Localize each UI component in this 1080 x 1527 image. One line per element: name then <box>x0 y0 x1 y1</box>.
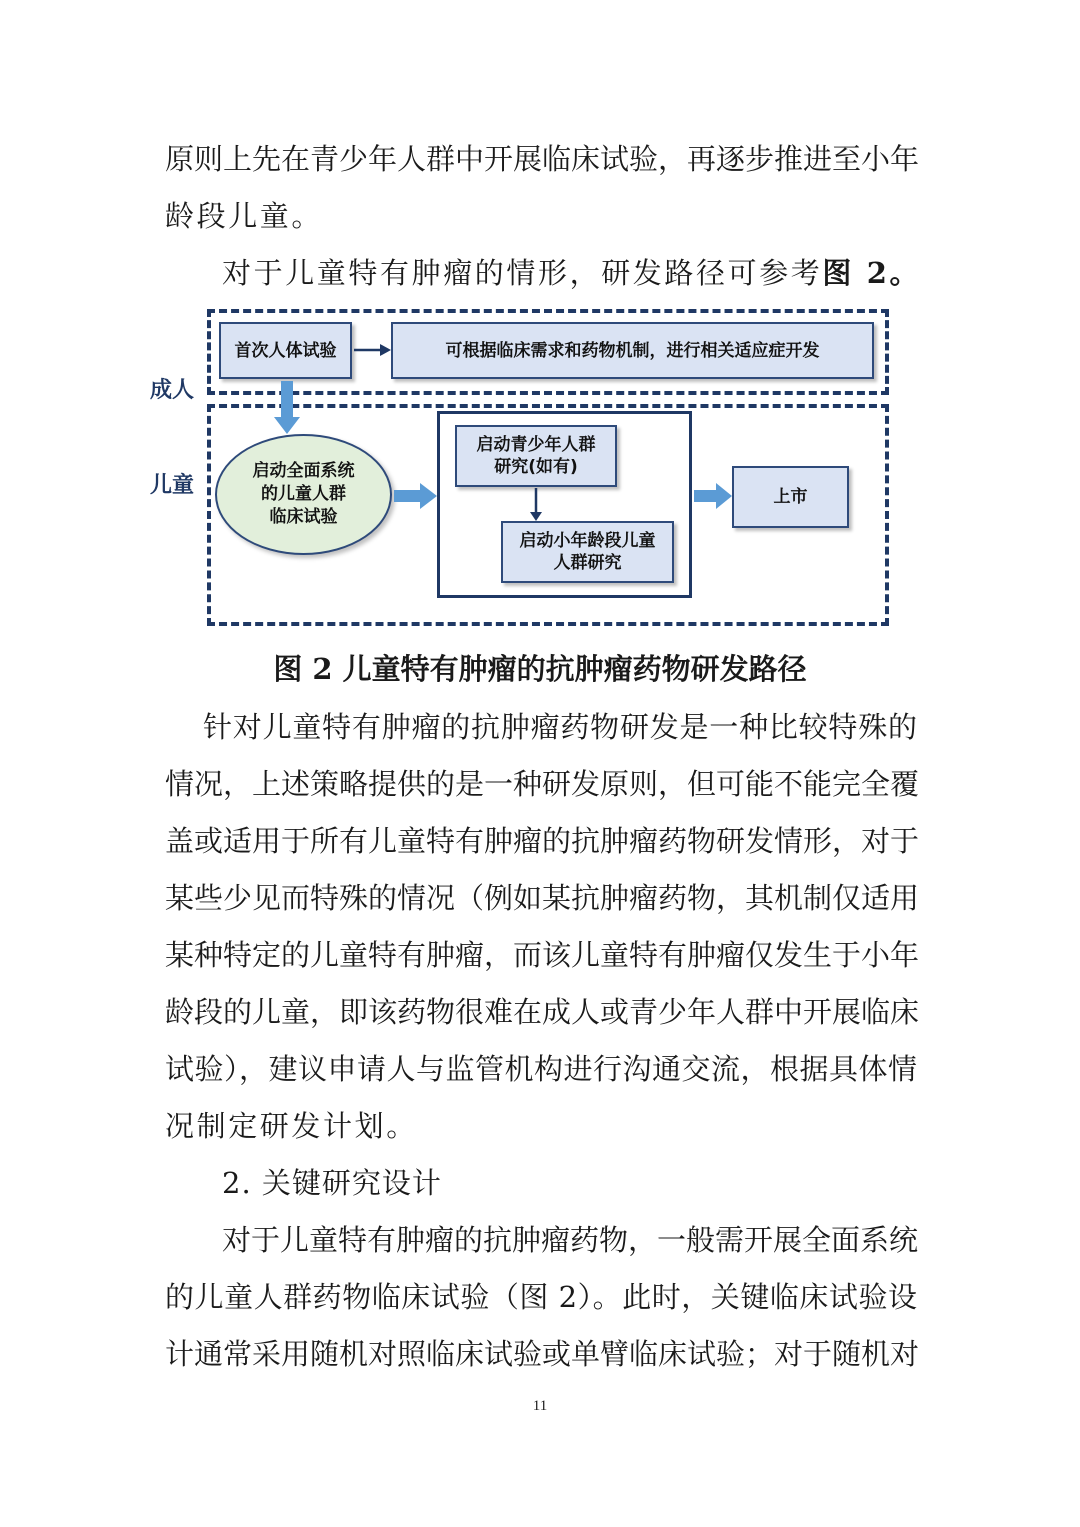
body-line-10: 况制定研发计划。 <box>165 1109 418 1143</box>
young-line-2: 人群研究 <box>553 553 622 573</box>
body-line-1: 原则上先在青少年人群中开展临床试验，再逐步推进至小年 <box>165 142 920 176</box>
ellipse-line-1: 启动全面系统 <box>252 461 355 481</box>
body-line-3: 针对儿童特有肿瘤的抗肿瘤药物研发是一种比较特殊的 <box>203 710 917 744</box>
section-heading: 2. 关键研究设计 <box>222 1166 442 1200</box>
body-line-2: 龄段儿童。 <box>165 199 324 233</box>
body-line-7: 某种特定的儿童特有肿瘤，而该儿童特有肿瘤仅发生于小年 <box>165 938 920 972</box>
young-line-1: 启动小年龄段儿童 <box>519 531 656 551</box>
adolescent-line-2: 研究(如有) <box>494 457 578 477</box>
body-line-4: 情况，上述策略提供的是一种研发原则，但可能不能完全覆 <box>165 767 920 801</box>
body-line-12: 的儿童人群药物临床试验（图 2）。此时，关键临床试验设 <box>165 1280 917 1314</box>
child-label: 儿童 <box>150 473 195 498</box>
body-line-9: 试验），建议申请人与监管机构进行沟通交流，根据具体情 <box>165 1052 917 1086</box>
market-box: 上市 <box>732 466 849 528</box>
diagram-arrows <box>0 0 1080 700</box>
adolescent-line-1: 启动青少年人群 <box>476 435 596 455</box>
arrow-down-icon <box>530 488 542 521</box>
body-line-8: 龄段的儿童，即该药物很难在成人或青少年人群中开展临床 <box>165 995 920 1029</box>
page-number: 11 <box>532 1398 548 1414</box>
arrow-down-icon <box>274 381 300 434</box>
ellipse-line-3: 临床试验 <box>269 507 338 527</box>
ellipse-line-2: 的儿童人群 <box>261 484 346 504</box>
intro-text: 对于儿童特有肿瘤的情形，研发路径可参考 <box>222 256 823 290</box>
figure-reference: 图 2。 <box>822 256 922 290</box>
body-line-11: 对于儿童特有肿瘤的抗肿瘤药物，一般需开展全面系统 <box>222 1223 919 1257</box>
adult-label: 成人 <box>150 378 195 403</box>
arrow-right-icon <box>694 483 732 509</box>
body-line-5: 盖或适用于所有儿童特有肿瘤的抗肿瘤药物研发情形，对于 <box>165 824 920 858</box>
figure-caption: 图 2 儿童特有肿瘤的抗肿瘤药物研发路径 <box>273 652 807 686</box>
arrow-right-icon <box>394 483 437 509</box>
body-line-6: 某些少见而特殊的情况（例如某抗肿瘤药物，其机制仅适用 <box>165 881 920 915</box>
indication-development-box: 可根据临床需求和药物机制，进行相关适应症开发 <box>391 322 874 379</box>
body-line-13: 计通常采用随机对照临床试验或单臂临床试验；对于随机对 <box>165 1337 920 1371</box>
first-human-trial-box: 首次人体试验 <box>219 322 352 379</box>
arrow-right-icon <box>354 344 391 356</box>
